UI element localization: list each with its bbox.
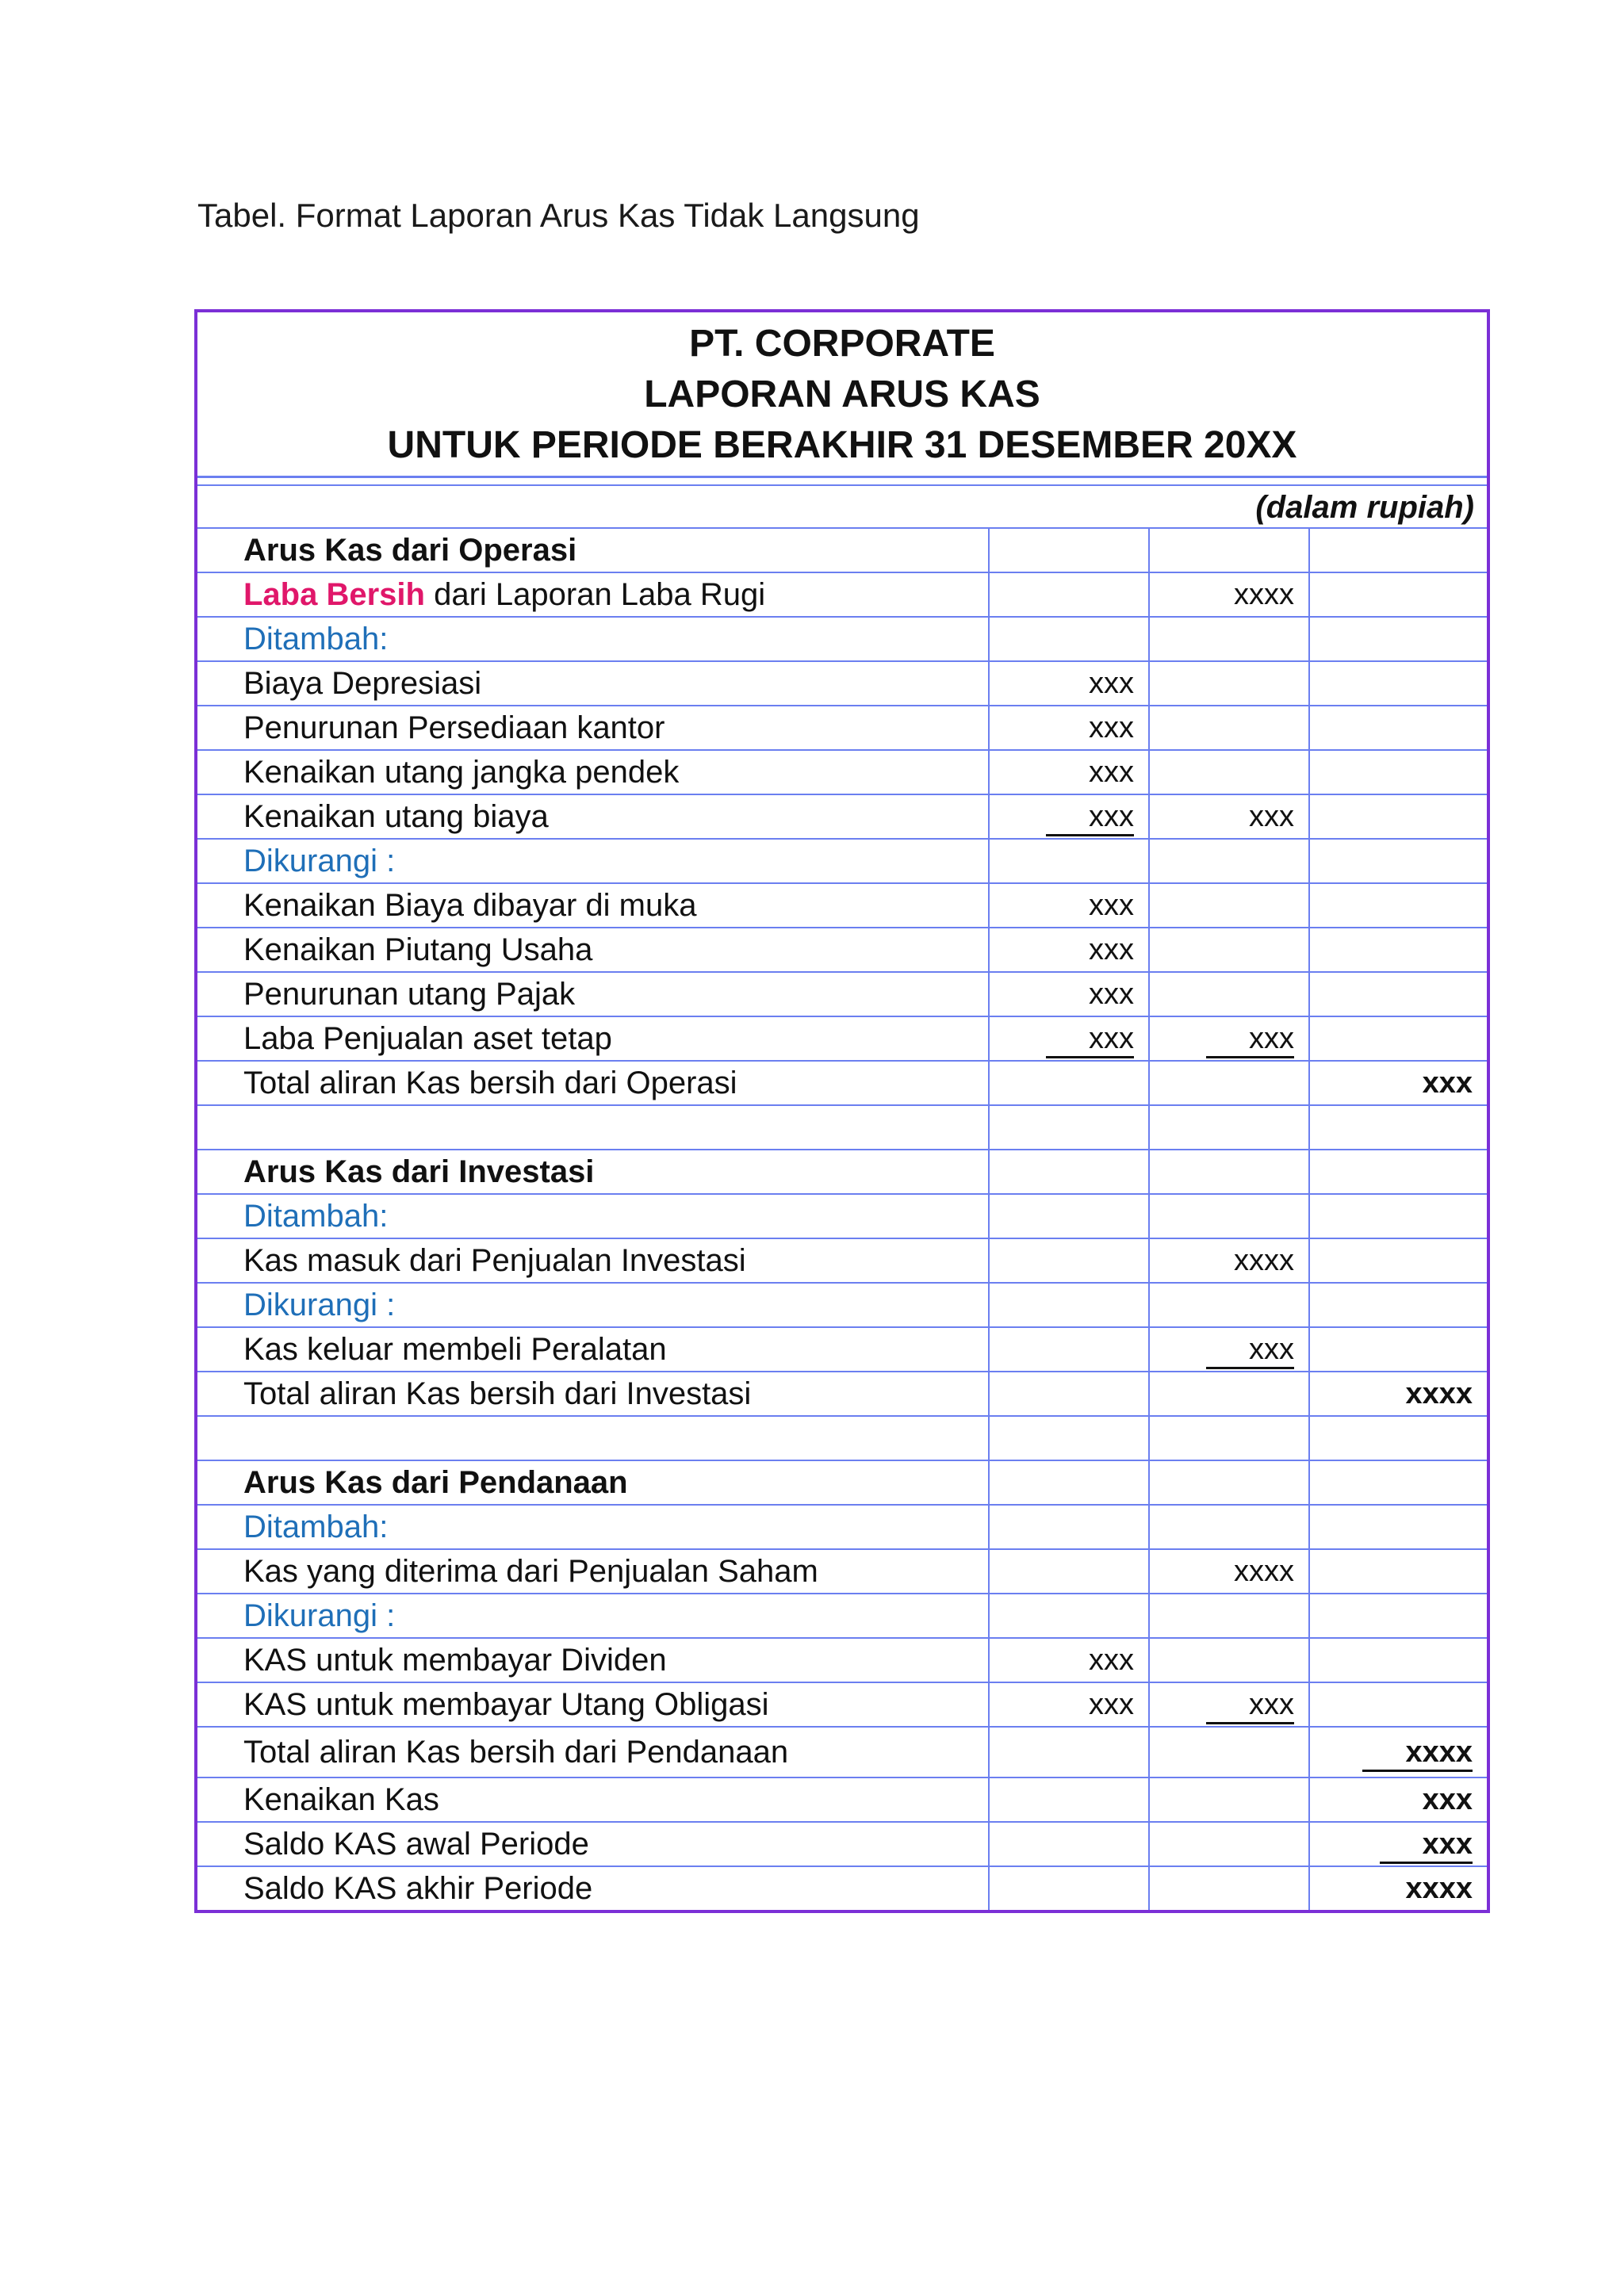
label-text: Kenaikan utang biaya [243, 799, 549, 834]
table-row [197, 617, 1487, 661]
label-text: Kenaikan Piutang Usaha [243, 932, 593, 967]
row-label [197, 1460, 989, 1505]
row-label [197, 529, 989, 572]
amount-col-2 [1149, 1416, 1309, 1460]
amount-col-3 [1309, 1283, 1487, 1327]
amount-col-3 [1309, 1372, 1487, 1416]
table-row [197, 1283, 1487, 1327]
amount-col-2 [1149, 1238, 1309, 1283]
company-name: PT. CORPORATE [689, 323, 995, 365]
amount-col-1 [989, 1866, 1149, 1910]
label-text: Total aliran Kas bersih dari Pendanaan [243, 1735, 789, 1770]
report-header [197, 312, 1487, 478]
table-row [197, 1727, 1487, 1777]
amount-value: xxx [1046, 799, 1134, 836]
row-label [197, 1727, 989, 1777]
table-row [197, 661, 1487, 706]
amount-value: xxx [1380, 1827, 1473, 1864]
amount-col-3 [1309, 972, 1487, 1016]
label-text: Kas masuk dari Penjualan Investasi [243, 1243, 746, 1278]
table-row [197, 529, 1487, 572]
amount-col-3 [1309, 1416, 1487, 1460]
amount-value: xxxx [1405, 1872, 1473, 1905]
table-row [197, 1505, 1487, 1549]
row-label [197, 1327, 989, 1372]
highlight-label: Laba Bersih [243, 577, 425, 612]
row-label [197, 1682, 989, 1727]
amount-col-3 [1309, 529, 1487, 572]
amount-value: xxx [1089, 667, 1134, 700]
row-label [197, 1505, 989, 1549]
row-label [197, 1194, 989, 1238]
amount-col-1 [989, 1777, 1149, 1822]
amount-col-3 [1309, 1727, 1487, 1777]
row-label [197, 1283, 989, 1327]
cash-flow-statement [194, 309, 1490, 1913]
label-text: Kenaikan Kas [243, 1782, 439, 1817]
amount-value: xxx [1089, 1688, 1134, 1721]
label-text: Biaya Depresiasi [243, 666, 482, 701]
amount-col-3 [1309, 750, 1487, 794]
amount-col-2 [1149, 1460, 1309, 1505]
amount-value: xxx [1206, 1021, 1294, 1058]
table-row [197, 1061, 1487, 1105]
amount-col-2 [1149, 972, 1309, 1016]
amount-col-3 [1309, 1238, 1487, 1283]
row-label [197, 794, 989, 839]
table-row [197, 928, 1487, 972]
table-row [197, 1549, 1487, 1594]
amount-col-2 [1149, 529, 1309, 572]
amount-col-1 [989, 617, 1149, 661]
table-row [197, 1460, 1487, 1505]
amount-col-1 [989, 661, 1149, 706]
unit-note: (dalam rupiah) [197, 486, 1487, 529]
table-row [197, 883, 1487, 928]
amount-col-2 [1149, 572, 1309, 617]
label-text: Penurunan Persediaan kantor [243, 710, 665, 745]
row-label [197, 883, 989, 928]
amount-col-1 [989, 1105, 1149, 1150]
table-row [197, 1194, 1487, 1238]
amount-col-3 [1309, 661, 1487, 706]
label-text: Arus Kas dari Pendanaan [243, 1465, 628, 1500]
amount-value: xxx [1089, 933, 1134, 966]
table-row [197, 1594, 1487, 1638]
table-row [197, 1866, 1487, 1910]
amount-col-2 [1149, 1638, 1309, 1682]
label-text: Total aliran Kas bersih dari Operasi [243, 1066, 737, 1100]
amount-col-3 [1309, 1194, 1487, 1238]
row-label [197, 1372, 989, 1416]
label-text: Arus Kas dari Investasi [243, 1154, 595, 1189]
amount-value: xxx [1206, 1332, 1294, 1369]
amount-col-1 [989, 1150, 1149, 1194]
table-row [197, 1416, 1487, 1460]
amount-col-2 [1149, 706, 1309, 750]
amount-col-3 [1309, 839, 1487, 883]
row-label [197, 1150, 989, 1194]
amount-col-3 [1309, 1777, 1487, 1822]
table-row [197, 1777, 1487, 1822]
table-row [197, 1638, 1487, 1682]
amount-col-1 [989, 1549, 1149, 1594]
label-text: Kas keluar membeli Peralatan [243, 1332, 667, 1367]
row-label [197, 1105, 989, 1150]
report-period: UNTUK PERIODE BERAKHIR 31 DESEMBER 20XX [387, 424, 1297, 466]
table-row [197, 1150, 1487, 1194]
label-text: Penurunan utang Pajak [243, 977, 576, 1012]
amount-col-1 [989, 1283, 1149, 1327]
label-text: Ditambah: [243, 1199, 389, 1234]
row-label [197, 1822, 989, 1866]
row-label [197, 617, 989, 661]
cash-flow-rows [197, 529, 1487, 1910]
report-title: LAPORAN ARUS KAS [644, 373, 1040, 415]
row-label [197, 1866, 989, 1910]
amount-value: xxx [1249, 800, 1294, 833]
row-label [197, 1777, 989, 1822]
amount-value: xxx [1206, 1687, 1294, 1724]
amount-value: xxx [1089, 1644, 1134, 1677]
amount-col-3 [1309, 1594, 1487, 1638]
row-label [197, 1061, 989, 1105]
amount-col-1 [989, 1594, 1149, 1638]
amount-col-2 [1149, 617, 1309, 661]
amount-col-2 [1149, 1061, 1309, 1105]
amount-col-2 [1149, 1016, 1309, 1061]
header-divider [197, 478, 1487, 486]
label-text: KAS untuk membayar Dividen [243, 1643, 667, 1678]
row-label [197, 928, 989, 972]
table-row [197, 1372, 1487, 1416]
row-label [197, 706, 989, 750]
label-text: Kas yang diterima dari Penjualan Saham [243, 1554, 818, 1589]
label-text: Saldo KAS akhir Periode [243, 1871, 593, 1906]
amount-col-1 [989, 706, 1149, 750]
amount-value: xxxx [1234, 1244, 1294, 1277]
table-caption: Tabel. Format Laporan Arus Kas Tidak Langsung [197, 197, 920, 234]
amount-value: xxx [1046, 1021, 1134, 1058]
amount-col-3 [1309, 1460, 1487, 1505]
amount-col-2 [1149, 1283, 1309, 1327]
amount-value: xxx [1089, 711, 1134, 744]
label-text: Ditambah: [243, 622, 389, 656]
label-text: Kenaikan Biaya dibayar di muka [243, 888, 697, 923]
amount-col-2 [1149, 1194, 1309, 1238]
amount-col-3 [1309, 1105, 1487, 1150]
amount-col-1 [989, 1194, 1149, 1238]
amount-col-2 [1149, 1150, 1309, 1194]
amount-col-2 [1149, 661, 1309, 706]
amount-col-2 [1149, 750, 1309, 794]
amount-col-3 [1309, 1061, 1487, 1105]
amount-col-3 [1309, 1150, 1487, 1194]
label-text: Kenaikan utang jangka pendek [243, 755, 680, 790]
amount-col-3 [1309, 706, 1487, 750]
amount-col-1 [989, 1505, 1149, 1549]
amount-col-2 [1149, 1549, 1309, 1594]
amount-col-3 [1309, 1638, 1487, 1682]
amount-col-3 [1309, 928, 1487, 972]
amount-col-2 [1149, 1327, 1309, 1372]
cash-flow-table [197, 529, 1487, 1910]
row-label [197, 1016, 989, 1061]
table-row [197, 839, 1487, 883]
row-label [197, 750, 989, 794]
label-text: Saldo KAS awal Periode [243, 1827, 589, 1862]
amount-value: xxx [1422, 1783, 1473, 1816]
amount-col-1 [989, 1460, 1149, 1505]
amount-col-1 [989, 1372, 1149, 1416]
amount-col-2 [1149, 928, 1309, 972]
amount-col-1 [989, 928, 1149, 972]
label-text: Arus Kas dari Operasi [243, 533, 577, 568]
amount-value: xxx [1089, 756, 1134, 789]
amount-col-2 [1149, 1777, 1309, 1822]
row-label [197, 572, 989, 617]
table-row [197, 1105, 1487, 1150]
amount-value: xxx [1089, 889, 1134, 922]
amount-col-1 [989, 572, 1149, 617]
amount-col-1 [989, 1327, 1149, 1372]
row-label [197, 1238, 989, 1283]
amount-col-3 [1309, 883, 1487, 928]
amount-col-1 [989, 1727, 1149, 1777]
amount-col-1 [989, 750, 1149, 794]
table-row [197, 972, 1487, 1016]
amount-col-3 [1309, 1549, 1487, 1594]
amount-col-1 [989, 839, 1149, 883]
amount-col-2 [1149, 794, 1309, 839]
amount-col-2 [1149, 839, 1309, 883]
amount-col-1 [989, 1682, 1149, 1727]
amount-col-2 [1149, 1727, 1309, 1777]
amount-col-1 [989, 883, 1149, 928]
amount-col-3 [1309, 1822, 1487, 1866]
amount-col-1 [989, 1061, 1149, 1105]
amount-col-3 [1309, 1327, 1487, 1372]
table-row [197, 1238, 1487, 1283]
amount-col-1 [989, 1638, 1149, 1682]
row-label [197, 1549, 989, 1594]
row-label [197, 839, 989, 883]
row-label [197, 661, 989, 706]
amount-col-1 [989, 1416, 1149, 1460]
row-label [197, 1594, 989, 1638]
label-text: KAS untuk membayar Utang Obligasi [243, 1687, 769, 1722]
amount-value: xxxx [1362, 1735, 1473, 1772]
row-label [197, 1416, 989, 1460]
table-row [197, 1016, 1487, 1061]
amount-col-3 [1309, 572, 1487, 617]
amount-col-1 [989, 1822, 1149, 1866]
amount-col-1 [989, 529, 1149, 572]
label-text: Laba Penjualan aset tetap [243, 1021, 612, 1056]
label-text: Ditambah: [243, 1510, 389, 1544]
label-text: Dikurangi : [243, 844, 396, 878]
amount-value: xxx [1422, 1066, 1473, 1100]
amount-col-1 [989, 1016, 1149, 1061]
amount-col-3 [1309, 1866, 1487, 1910]
amount-col-2 [1149, 1105, 1309, 1150]
amount-value: xxxx [1405, 1377, 1473, 1410]
amount-col-3 [1309, 1505, 1487, 1549]
amount-value: xxx [1089, 978, 1134, 1011]
label-text: dari Laporan Laba Rugi [424, 577, 766, 612]
row-label [197, 1638, 989, 1682]
amount-col-1 [989, 972, 1149, 1016]
amount-col-2 [1149, 1372, 1309, 1416]
amount-col-1 [989, 1238, 1149, 1283]
amount-col-2 [1149, 883, 1309, 928]
amount-col-2 [1149, 1594, 1309, 1638]
amount-col-2 [1149, 1682, 1309, 1727]
label-text: Total aliran Kas bersih dari Investasi [243, 1376, 752, 1411]
amount-col-3 [1309, 617, 1487, 661]
amount-col-2 [1149, 1866, 1309, 1910]
label-text: Dikurangi : [243, 1598, 396, 1633]
amount-col-3 [1309, 794, 1487, 839]
amount-col-1 [989, 794, 1149, 839]
amount-value: xxxx [1234, 1555, 1294, 1588]
amount-value: xxxx [1234, 578, 1294, 611]
label-text: Dikurangi : [243, 1288, 396, 1322]
table-row [197, 750, 1487, 794]
table-row [197, 706, 1487, 750]
table-row [197, 572, 1487, 617]
table-row [197, 1822, 1487, 1866]
row-label [197, 972, 989, 1016]
table-row [197, 1327, 1487, 1372]
table-row [197, 1682, 1487, 1727]
amount-col-3 [1309, 1682, 1487, 1727]
table-row [197, 794, 1487, 839]
amount-col-2 [1149, 1822, 1309, 1866]
amount-col-2 [1149, 1505, 1309, 1549]
amount-col-3 [1309, 1016, 1487, 1061]
